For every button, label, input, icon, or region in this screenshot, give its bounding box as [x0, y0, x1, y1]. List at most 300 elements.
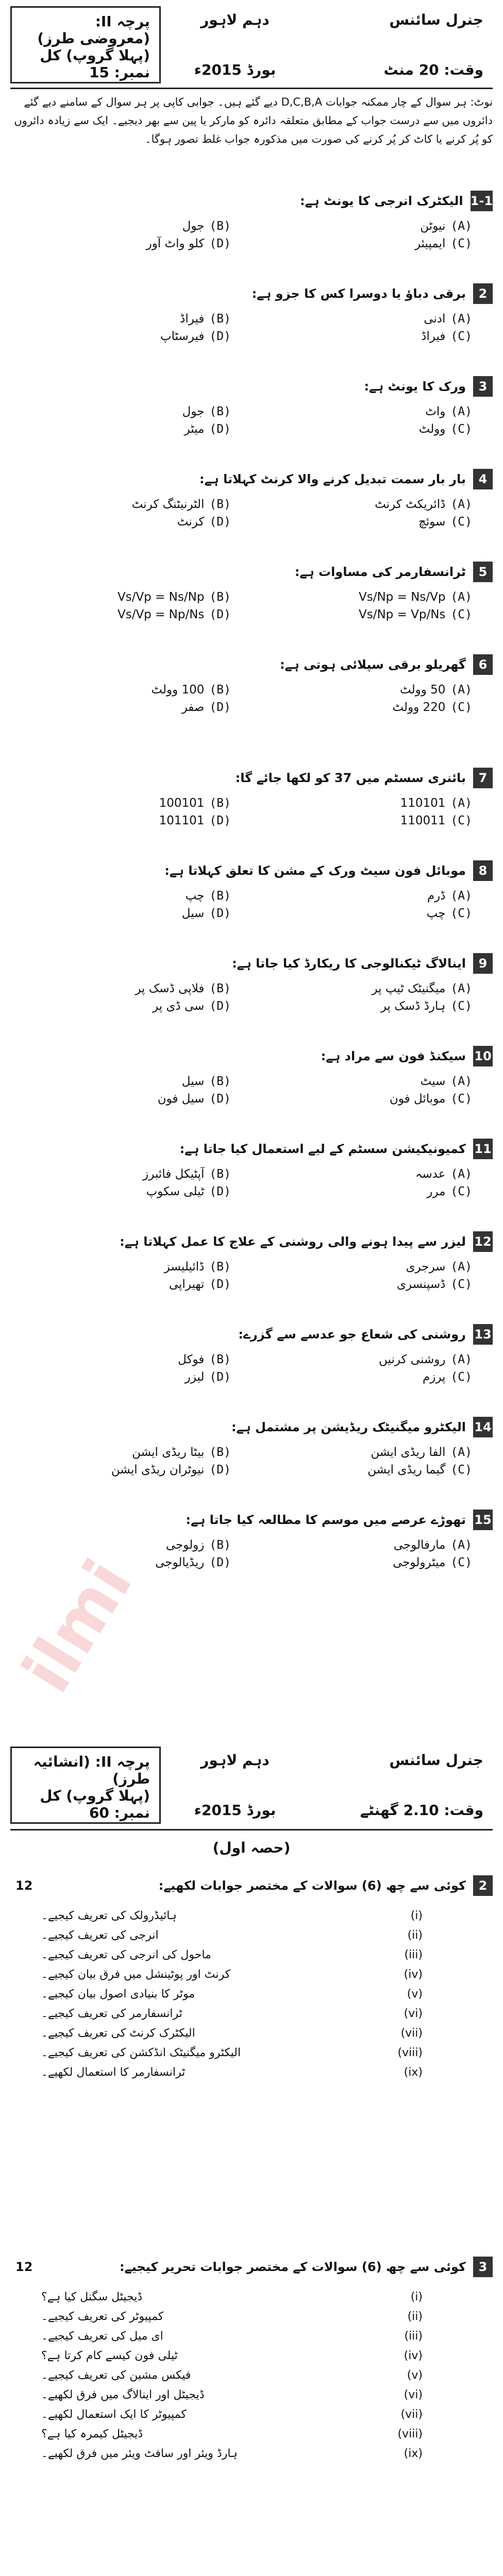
option-letter: (B): [209, 889, 231, 903]
mcq-question: [10, 1324, 493, 1345]
mcq-option: [252, 219, 493, 233]
mcq-option: [10, 1463, 252, 1477]
session-year: بورڈ 2015ء: [194, 61, 276, 78]
subject-name: جنرل سائنس: [389, 1752, 483, 1769]
question-number: 3: [473, 2257, 493, 2277]
mcq-option: [10, 1446, 252, 1459]
item-number: (v): [407, 2369, 423, 2382]
option-letter: (B): [209, 405, 231, 418]
question-number: 11: [473, 1139, 493, 1159]
question-text: گھریلو برقی سپلائی ہوتی ہے:: [280, 657, 466, 672]
question-number: 7: [473, 768, 493, 788]
option-letter: (A): [450, 796, 472, 810]
short-question-item: [41, 2405, 423, 2425]
question-text: الیکٹرو میگنیٹک ریڈیشن پر مشتمل ہے:: [231, 1420, 466, 1434]
option-letter: (C): [450, 1556, 472, 1569]
option-letter: (C): [450, 608, 472, 621]
option-text: ہارڈ ڈسک پر: [380, 999, 446, 1013]
option-letter: (B): [209, 1446, 231, 1459]
board-name: دہم لاہور: [200, 11, 270, 28]
watermark-logo: ilmi: [7, 1546, 147, 1706]
subject-info: [309, 6, 493, 83]
option-text: 101101: [159, 814, 205, 827]
option-text: مارفالوجی: [393, 1538, 446, 1552]
option-text: میٹر: [184, 422, 205, 436]
mcq-option: [252, 1278, 493, 1291]
option-letter: (D): [209, 237, 231, 250]
time-allowed: وقت: 2.10 گھنٹے: [360, 1802, 483, 1819]
option-letter: (B): [209, 1538, 231, 1552]
short-question-item: [41, 2004, 423, 2024]
item-text: کمپیوٹر کی تعریف کیجیے۔: [41, 2310, 164, 2323]
option-text: سی ڈی پر: [153, 999, 205, 1013]
short-question-item: [41, 2425, 423, 2444]
mcq-option: [252, 701, 493, 714]
item-text: الیکٹرک کرنٹ کی تعریف کیجیے۔: [41, 2027, 195, 2040]
option-letter: (C): [450, 1185, 472, 1198]
option-letter: (D): [209, 608, 231, 621]
option-letter: (C): [450, 515, 472, 529]
group-marks: (پہلا گروپ) کل نمبر: 15: [40, 47, 150, 81]
short-question-item: [41, 1926, 423, 1945]
short-question-list: [41, 1906, 423, 2082]
item-number: (vii): [400, 2027, 423, 2040]
option-letter: (C): [450, 1092, 472, 1106]
question-number: 2: [473, 1875, 493, 1896]
item-text: کرنٹ اور پوٹینشل میں فرق بیان کیجیے۔: [41, 1968, 231, 1981]
paper-type: پرچہ II: (معروضی طرز): [37, 13, 150, 47]
option-letter: (B): [209, 1260, 231, 1274]
mcq-option: [252, 1353, 493, 1366]
mcq-options: [10, 405, 493, 436]
question-number: 9: [473, 953, 493, 974]
option-text: 220 وولٹ: [392, 701, 446, 714]
mcq-options: [10, 796, 493, 827]
option-text: ڈائیلیسز: [164, 1260, 205, 1274]
mcq-options: [10, 683, 493, 714]
item-text: موٹر کا بنیادی اصول بیان کیجیے۔: [41, 1988, 195, 2001]
question-marks: 12: [15, 1878, 33, 1893]
option-letter: (A): [450, 1446, 472, 1459]
item-text: ٹرانسفارمر کا استعمال لکھیے۔: [41, 2066, 186, 2079]
question-text: موبائل فون سیٹ ورک کے مشن کا تعلق کہلاتا ہے:: [164, 863, 466, 878]
question-text: ورک کا یونٹ ہے:: [364, 379, 466, 394]
option-text: عدسہ: [415, 1167, 446, 1181]
option-text: Vs/Vp = Ns/Np: [117, 590, 205, 604]
mcq-option: [252, 312, 493, 326]
item-number: (iv): [404, 2349, 423, 2362]
option-text: ادنی: [424, 312, 446, 326]
option-text: 110011: [400, 814, 446, 827]
mcq-option: [252, 1463, 493, 1477]
mcq-option: [10, 1185, 252, 1198]
item-number: (vi): [404, 2388, 423, 2401]
option-letter: (C): [450, 907, 472, 920]
option-text: تھیراپی: [169, 1278, 205, 1291]
time-allowed: وقت: 20 منٹ: [383, 61, 483, 78]
mcq-options: [10, 1260, 493, 1291]
question-number: 2: [473, 283, 493, 304]
mcq-option: [10, 999, 252, 1013]
option-text: نیوٹران ریڈی ایشن: [111, 1463, 205, 1477]
option-text: ڈرم: [427, 889, 446, 903]
option-text: 50 وولٹ: [400, 683, 446, 697]
option-text: کرنٹ: [177, 515, 205, 529]
mcq-option: [10, 907, 252, 920]
option-letter: (A): [450, 1538, 472, 1552]
short-question-item: [41, 1965, 423, 1985]
option-letter: (D): [209, 814, 231, 827]
option-letter: (D): [209, 1370, 231, 1384]
option-text: ڈائریکٹ کرنٹ: [375, 498, 446, 511]
mcq-question: [10, 654, 493, 675]
option-letter: (A): [450, 312, 472, 326]
item-number: (viii): [397, 2428, 423, 2441]
board-name: دہم لاہور: [200, 1752, 270, 1769]
question-number: 4: [473, 469, 493, 489]
question-number: 8: [473, 860, 493, 881]
option-letter: (B): [209, 1167, 231, 1181]
option-letter: (C): [450, 701, 472, 714]
session-year: بورڈ 2015ء: [194, 1802, 276, 1819]
option-text: نیوٹن: [420, 219, 446, 233]
mcq-options: [10, 1353, 493, 1384]
option-text: موبائل فون: [389, 1092, 446, 1106]
item-number: (ix): [404, 2447, 423, 2460]
question-text: بائنری سسٹم میں 37 کو لکھا جائے گا:: [235, 771, 466, 785]
option-text: سیل: [181, 1075, 205, 1088]
mcq-option: [252, 1556, 493, 1569]
mcq-option: [10, 683, 252, 697]
group-marks: (پہلا گروپ) کل نمبر: 60: [40, 1787, 150, 1821]
mcq-question: [10, 562, 493, 582]
option-letter: (D): [209, 422, 231, 436]
question-marks: 12: [15, 2260, 33, 2274]
option-text: فوکل: [178, 1353, 205, 1366]
option-letter: (A): [450, 1167, 472, 1181]
option-letter: (C): [450, 237, 472, 250]
option-letter: (C): [450, 999, 472, 1013]
item-text: ڈیجیٹل اور اینالاگ میں فرق لکھیے۔: [41, 2388, 205, 2401]
mcq-question: [10, 1046, 493, 1066]
option-letter: (A): [450, 982, 472, 995]
option-text: روشنی کرنیں: [379, 1353, 446, 1366]
short-question-item: [41, 2024, 423, 2043]
short-question-item: [41, 2366, 423, 2385]
mcq-option: [252, 1075, 493, 1088]
mcq-option: [10, 1075, 252, 1088]
option-letter: (C): [450, 422, 472, 436]
mcq-option: [10, 608, 252, 621]
mcq-option: [10, 1167, 252, 1181]
option-letter: (A): [450, 219, 472, 233]
item-text: ماحول کی انرجی کی تعریف کیجیے۔: [41, 1948, 211, 1961]
option-text: میٹرولوجی: [393, 1556, 446, 1569]
question-number: 15: [473, 1510, 493, 1530]
mcq-option: [252, 889, 493, 903]
mcq-options: [10, 1538, 493, 1569]
option-letter: (A): [450, 889, 472, 903]
mcq-option: [252, 814, 493, 827]
paper-info-box: [10, 1747, 161, 1824]
item-number: (ii): [407, 2310, 423, 2323]
option-letter: (D): [209, 907, 231, 920]
question-text: تھوڑے عرصے میں موسم کا مطالعہ کیا جاتا ہے:: [186, 1513, 466, 1527]
mcq-options: [10, 219, 493, 250]
question-title: کوئی سے چھ (6) سوالات کے مختصر جوابات لکھیے:: [158, 1878, 466, 1893]
mcq-options: [10, 1075, 493, 1106]
board-info: [161, 6, 309, 83]
mcq-question: [10, 469, 493, 489]
mcq-question: [10, 191, 493, 211]
mcq-option: [10, 590, 252, 604]
option-letter: (A): [450, 1353, 472, 1366]
mcq-question: [10, 283, 493, 304]
option-text: ریڈیالوجی: [155, 1556, 205, 1569]
mcq-option: [252, 999, 493, 1013]
short-question-item: [41, 2346, 423, 2366]
short-question-item: [41, 1906, 423, 1926]
option-text: Vs/Np = Ns/Vp: [358, 590, 446, 604]
item-number: (ix): [404, 2066, 423, 2079]
short-question-item: [41, 2063, 423, 2082]
option-text: فیراڈ: [421, 330, 446, 343]
option-letter: (D): [209, 701, 231, 714]
option-letter: (D): [209, 1092, 231, 1106]
item-text: الیکٹرو میگنیٹک انڈکشن کی تعریف کیجیے۔: [41, 2046, 241, 2059]
mcq-option: [10, 515, 252, 529]
question-number: 12: [473, 1231, 493, 1252]
option-text: Vs/Np = Vp/Ns: [358, 608, 446, 621]
option-text: میگنیٹک ٹیپ پر: [372, 982, 446, 995]
question-text: الیکٹرک انرجی کا یونٹ ہے:: [300, 194, 463, 208]
mcq-question: [10, 1231, 493, 1252]
mcq-options: [10, 590, 493, 621]
instructions-note: نوٹ: ہر سوال کے چار ممکنہ جوابات D,C,B,A دیے گئے ہیں۔ جوابی کاپی پر ہر سوال کے سامنے دیے گئے دائروں میں سے درست جواب کے مطابق متعلقہ دائرہ کو مارکر یا پین سے بھر دیجیے۔ ایک سے زیادہ دائروں کو پُر کرنے یا کاٹ کر پُر کرنے کی صورت میں مذکورہ جواب غلط تصور ہوگا۔: [14, 96, 493, 145]
option-letter: (A): [450, 1075, 472, 1088]
short-question-item: [41, 2444, 423, 2464]
mcq-question: [10, 1510, 493, 1530]
mcq-options: [10, 982, 493, 1013]
paper-type: پرچہ II: (انشائیہ طرز): [33, 1753, 150, 1787]
mcq-option: [10, 422, 252, 436]
mcq-option: [10, 330, 252, 343]
mcq-option: [252, 1370, 493, 1384]
option-letter: (A): [450, 590, 472, 604]
option-letter: (B): [209, 590, 231, 604]
option-letter: (B): [209, 219, 231, 233]
mcq-option: [252, 1260, 493, 1274]
option-letter: (B): [209, 312, 231, 326]
mcq-question: [10, 1139, 493, 1159]
option-text: سیل فون: [157, 1092, 205, 1106]
mcq-option: [252, 405, 493, 418]
short-question-item: [41, 2385, 423, 2405]
mcq-options: [10, 1167, 493, 1198]
option-text: واٹ: [425, 405, 446, 418]
option-text: فیراڈ: [180, 312, 205, 326]
option-text: زولوجی: [165, 1538, 205, 1552]
option-letter: (A): [450, 498, 472, 511]
question-text: سیکنڈ فون سے مراد ہے:: [321, 1049, 466, 1063]
item-text: ہارڈ ویئر اور سافٹ ویئر میں فرق لکھیے۔: [41, 2447, 238, 2460]
subject-info: [309, 1747, 493, 1824]
mcq-options: [10, 312, 493, 343]
option-text: Vs/Vp = Np/Ns: [117, 608, 205, 621]
mcq-option: [10, 796, 252, 810]
option-letter: (B): [209, 796, 231, 810]
option-text: گیما ریڈی ایشن: [367, 1463, 446, 1477]
mcq-option: [10, 1556, 252, 1569]
option-text: 100 وولٹ: [151, 683, 205, 697]
mcq-option: [252, 1167, 493, 1181]
item-number: (ii): [407, 1929, 423, 1942]
item-number: (vi): [404, 2007, 423, 2020]
option-text: 100101: [159, 796, 205, 810]
option-letter: (A): [450, 405, 472, 418]
mcq-options: [10, 1446, 493, 1477]
item-number: (viii): [397, 2046, 423, 2059]
paper-info-box: [10, 6, 161, 83]
item-number: (iii): [404, 2330, 423, 2343]
option-letter: (C): [450, 1370, 472, 1384]
mcq-question: [10, 1417, 493, 1437]
mcq-option: [252, 422, 493, 436]
question-number: 1-1: [471, 191, 493, 211]
option-text: فلاپی ڈسک پر: [135, 982, 205, 995]
question-title: کوئی سے چھ (6) سوالات کے مختصر جوابات تحریر کیجیے:: [119, 2260, 466, 2274]
option-letter: (C): [450, 814, 472, 827]
option-text: کلو واٹ آور: [146, 237, 205, 250]
short-question-heading: [10, 2257, 493, 2277]
question-text: ٹرانسفارمر کی مساوات ہے:: [294, 565, 466, 579]
option-text: وولٹ: [418, 422, 446, 436]
mcq-option: [252, 330, 493, 343]
option-letter: (A): [450, 683, 472, 697]
item-text: انرجی کی تعریف کیجیے۔: [41, 1929, 159, 1942]
item-text: ہائیڈرولک کی تعریف کیجیے۔: [41, 1909, 177, 1922]
option-letter: (B): [209, 1353, 231, 1366]
option-text: 110101: [400, 796, 446, 810]
item-text: ڈیجیٹل کیمرہ کیا ہے؟: [41, 2428, 143, 2441]
mcq-question: [10, 860, 493, 881]
item-text: ٹیلی فون کیسے کام کرتا ہے؟: [41, 2349, 178, 2362]
mcq-option: [10, 1370, 252, 1384]
mcq-option: [252, 796, 493, 810]
question-number: 5: [473, 562, 493, 582]
option-text: سیل: [181, 907, 205, 920]
mcq-option: [10, 1353, 252, 1366]
item-number: (iii): [404, 1948, 423, 1961]
objective-header: [10, 6, 493, 83]
short-question-heading: [10, 1875, 493, 1896]
item-number: (v): [407, 1988, 423, 2001]
option-text: الفا ریڈی ایشن: [371, 1446, 446, 1459]
option-text: لیزر: [185, 1370, 205, 1384]
option-text: جول: [182, 405, 205, 418]
option-text: چپ: [426, 907, 446, 920]
short-question-list: [41, 2287, 423, 2464]
question-text: کمیونیکیشن سسٹم کے لیے استعمال کیا جاتا ہے:: [179, 1142, 466, 1156]
option-letter: (B): [209, 498, 231, 511]
mcq-option: [252, 907, 493, 920]
question-text: بار بار سمت تبدیل کرنے والا کرنٹ کہلاتا ہے:: [199, 472, 466, 486]
mcq-option: [10, 814, 252, 827]
option-text: ٹیلی سکوپ: [146, 1185, 205, 1198]
option-letter: (C): [450, 330, 472, 343]
question-number: 3: [473, 376, 493, 397]
option-letter: (D): [209, 1185, 231, 1198]
option-text: ایمپیئر: [414, 237, 446, 250]
option-letter: (A): [450, 1260, 472, 1274]
question-number: 6: [473, 654, 493, 675]
option-text: ڈسپنسری: [396, 1278, 446, 1291]
option-letter: (D): [209, 999, 231, 1013]
option-text: سوئچ: [418, 515, 446, 529]
mcq-option: [10, 1260, 252, 1274]
header-divider: [10, 88, 493, 89]
mcq-option: [252, 1092, 493, 1106]
question-number: 10: [473, 1046, 493, 1066]
board-info: [161, 1747, 309, 1824]
item-text: ڈیجیٹل سگنل کیا ہے؟: [41, 2291, 143, 2303]
question-number: 14: [473, 1417, 493, 1437]
short-question-item: [41, 1945, 423, 1965]
item-number: (i): [410, 2291, 423, 2303]
option-letter: (C): [450, 1278, 472, 1291]
mcq-option: [252, 608, 493, 621]
item-number: (i): [410, 1909, 423, 1922]
short-question-item: [41, 2043, 423, 2063]
mcq-option: [10, 982, 252, 995]
mcq-option: [252, 590, 493, 604]
mcq-options: [10, 889, 493, 920]
option-text: چپ: [185, 889, 205, 903]
mcq-question: [10, 768, 493, 788]
mcq-option: [10, 405, 252, 418]
item-text: ٹرانسفارمر کی تعریف کیجیے۔: [41, 2007, 182, 2020]
mcq-option: [10, 498, 252, 511]
option-letter: (D): [209, 515, 231, 529]
mcq-question: [10, 953, 493, 974]
mcq-option: [10, 889, 252, 903]
mcq-option: [252, 683, 493, 697]
mcq-option: [10, 1092, 252, 1106]
short-question-item: [41, 1985, 423, 2004]
option-letter: (D): [209, 1463, 231, 1477]
subject-name: جنرل سائنس: [389, 11, 483, 28]
item-text: فیکس مشین کی تعریف کیجیے۔: [41, 2369, 191, 2382]
option-text: الٹرنیٹنگ کرنٹ: [131, 498, 205, 511]
mcq-option: [252, 237, 493, 250]
option-text: سرجری: [406, 1260, 446, 1274]
question-text: لیزر سے پیدا ہونے والی روشنی کے علاج کا عمل کہلاتا ہے:: [120, 1234, 466, 1249]
short-question-item: [41, 2287, 423, 2307]
header-divider: [10, 1829, 493, 1831]
mcq-option: [252, 1446, 493, 1459]
mcq-option: [10, 1278, 252, 1291]
mcq-option: [10, 237, 252, 250]
option-letter: (B): [209, 982, 231, 995]
mcq-option: [10, 219, 252, 233]
mcq-option: [252, 1538, 493, 1552]
mcq-option: [10, 1538, 252, 1552]
option-text: جول: [182, 219, 205, 233]
mcq-option: [252, 498, 493, 511]
option-text: پرزم: [422, 1370, 446, 1384]
option-text: صفر: [181, 701, 205, 714]
question-text: برقی دباؤ یا دوسرا کس کا جزو ہے:: [252, 286, 466, 301]
